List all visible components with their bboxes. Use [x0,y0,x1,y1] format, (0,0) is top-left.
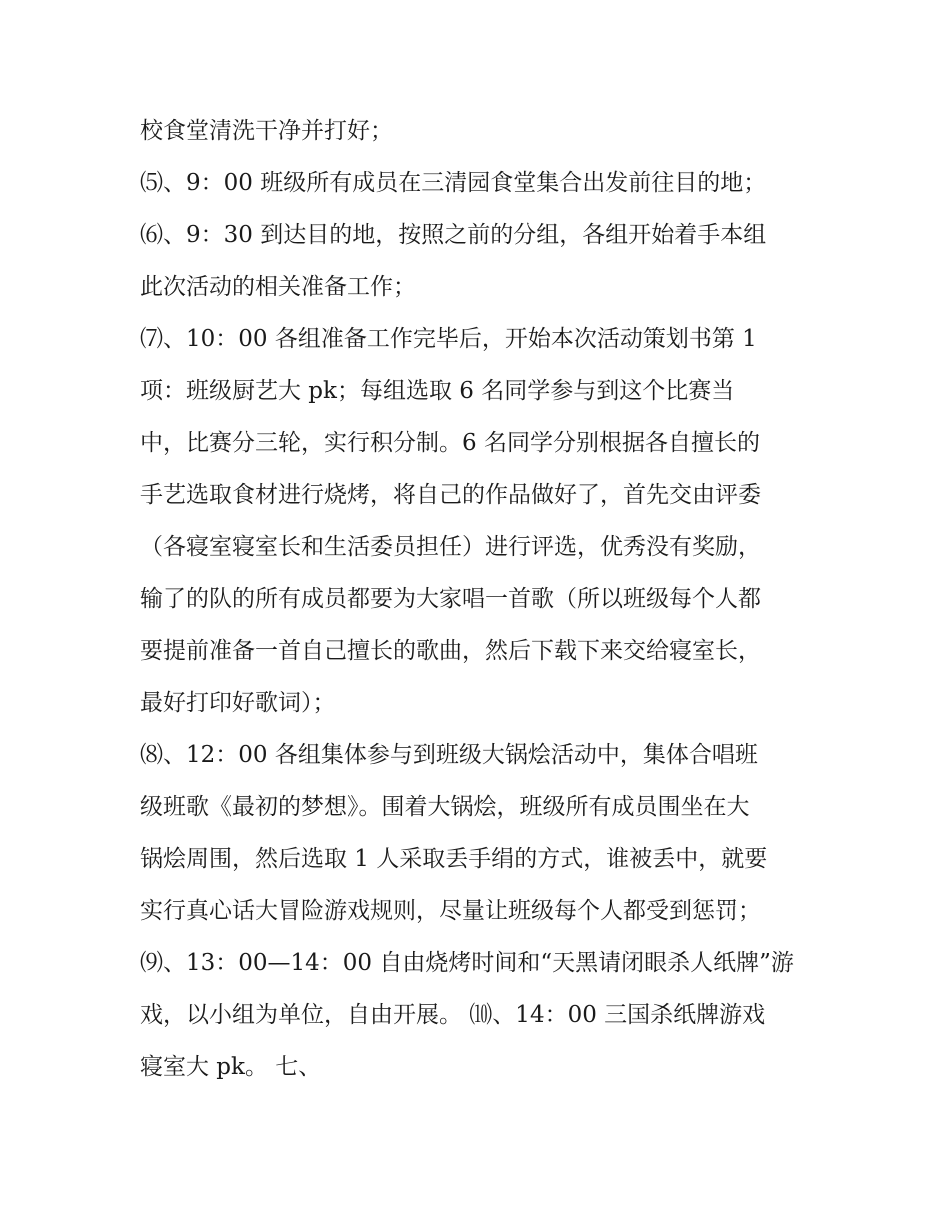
text-line: 级班歌《最初的梦想》。围着大锅烩，班级所有成员围坐在大 [140,794,750,820]
text-line: 戏，以小组为单位，自由开展。 ⑽、14：00 三国杀纸牌游戏 [140,1002,766,1028]
text-line: ⑹、9：30 到达目的地，按照之前的分组，各组开始着手本组 [140,222,767,248]
text-line: 最好打印好歌词）； [140,690,336,716]
text-line: 实行真心话大冒险游戏规则，尽量让班级每个人都受到惩罚； [140,898,761,924]
text-line: 项：班级厨艺大 pk；每组选取 6 名同学参与到这个比赛当 [140,378,735,404]
text-line: 要提前准备一首自己擅长的歌曲，然后下载下来交给寝室长， [140,638,761,664]
body-text [140,109,830,1097]
text-line: 输了的队的所有成员都要为大家唱一首歌（所以班级每个人都 [140,586,761,612]
text-line: ⑻、12：00 各组集体参与到班级大锅烩活动中，集体合唱班 [140,742,758,768]
text-line: 锅烩周围，然后选取 1 人采取丢手绢的方式，谁被丢中，就要 [140,846,768,872]
text-line: ⑸、9：00 班级所有成员在三清园食堂集合出发前往目的地； [140,170,767,196]
text-line: ⑺、10：00 各组准备工作完毕后，开始本次活动策划书第 1 [140,326,757,352]
text-line: 校食堂清洗干净并打好； [140,118,393,144]
text-line: 寝室大 pk。 七、 [140,1054,322,1080]
text-line: ⑼、13：00—14：00 自由烧烤时间和“天黑请闭眼杀人纸牌”游 [140,950,794,976]
text-line: 此次活动的相关准备工作； [140,274,416,300]
text-line: （各寝室寝室长和生活委员担任）进行评选，优秀没有奖励， [140,534,761,560]
text-line: 手艺选取食材进行烧烤，将自己的作品做好了，首先交由评委 [140,482,761,508]
text-line: 中，比赛分三轮，实行积分制。6 名同学分别根据各自擅长的 [140,430,760,456]
